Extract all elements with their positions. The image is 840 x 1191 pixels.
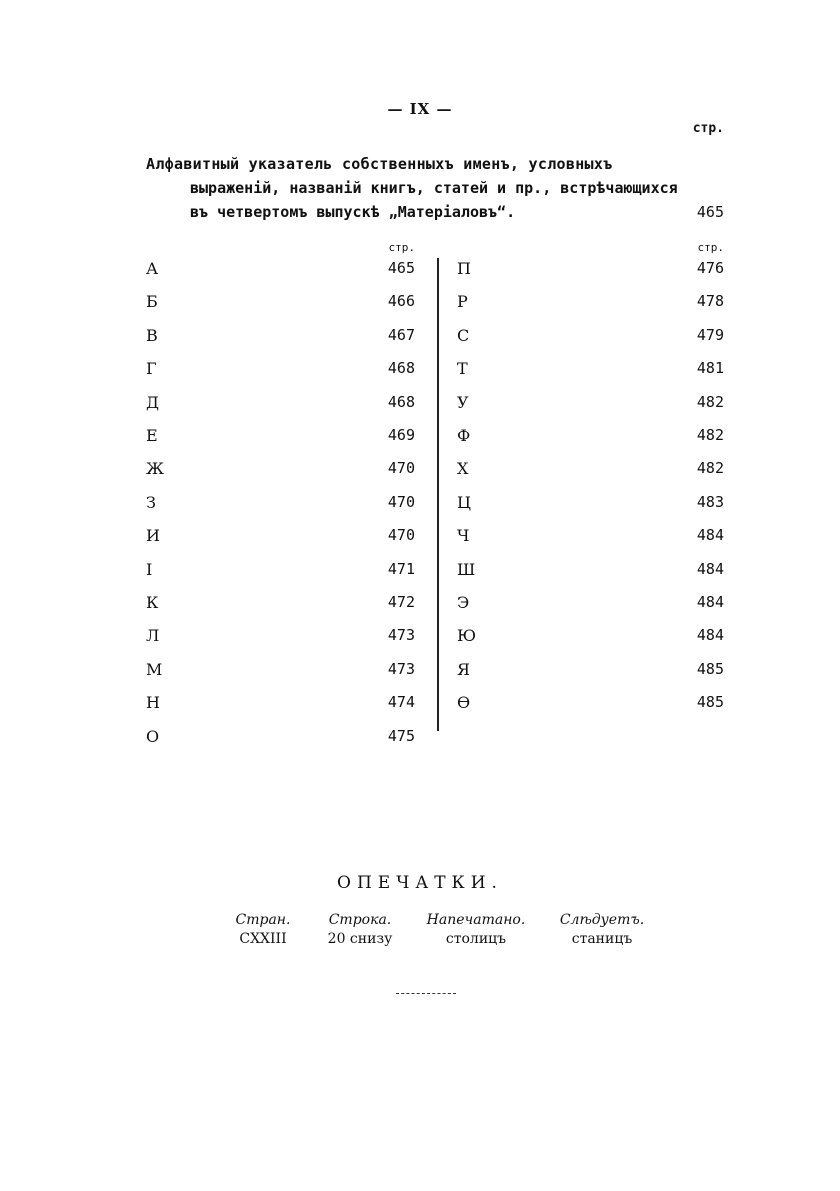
errata-title: ОПЕЧАТКИ. bbox=[337, 873, 503, 893]
index-letter: І bbox=[146, 560, 153, 579]
index-page-number: 469 bbox=[387, 426, 415, 444]
index-page-number: 484 bbox=[696, 560, 724, 578]
section-title-line-1: Алфавитный указатель собственныхъ именъ, условныхъ bbox=[146, 155, 613, 173]
index-letter: О bbox=[146, 727, 160, 746]
section-title-page: 465 bbox=[696, 203, 724, 221]
errata-header-printed: Напечатано. bbox=[426, 912, 526, 928]
index-page-number: 473 bbox=[387, 660, 415, 678]
index-page-number: 484 bbox=[696, 626, 724, 644]
index-letter: В bbox=[146, 326, 158, 345]
index-letter: Н bbox=[146, 693, 160, 712]
closing-rule bbox=[396, 993, 456, 994]
column-divider bbox=[437, 258, 439, 731]
index-page-number: 470 bbox=[387, 459, 415, 477]
index-page-number: 484 bbox=[696, 593, 724, 611]
index-page-number: 478 bbox=[696, 292, 724, 310]
index-letter: Х bbox=[457, 459, 469, 478]
index-letter: Р bbox=[457, 292, 468, 311]
index-page-number: 479 bbox=[696, 326, 724, 344]
index-page-number: 476 bbox=[696, 259, 724, 277]
index-letter: Б bbox=[146, 292, 158, 311]
page-column-label: стр. bbox=[692, 121, 724, 136]
index-letter: Ш bbox=[457, 560, 476, 579]
index-letter: Ю bbox=[457, 626, 477, 645]
index-letter: Ѳ bbox=[457, 693, 471, 712]
index-letter: З bbox=[146, 493, 156, 512]
index-page-number: 482 bbox=[696, 459, 724, 477]
index-page-number: 485 bbox=[696, 660, 724, 678]
errata-header-page: Стран. bbox=[235, 912, 291, 928]
index-letter: С bbox=[457, 326, 470, 345]
index-page-number: 484 bbox=[696, 526, 724, 544]
index-page-number: 471 bbox=[387, 560, 415, 578]
page-number: — IX — bbox=[387, 100, 453, 118]
errata-value-line: 20 снизу bbox=[327, 931, 393, 947]
index-page-number: 470 bbox=[387, 493, 415, 511]
right-column-label: стр. bbox=[697, 241, 724, 254]
index-page-number: 483 bbox=[696, 493, 724, 511]
index-letter: Ж bbox=[146, 459, 164, 478]
index-page-number: 470 bbox=[387, 526, 415, 544]
index-letter: Ц bbox=[457, 493, 471, 512]
index-letter: П bbox=[457, 259, 471, 278]
index-page-number: 474 bbox=[387, 693, 415, 711]
index-letter: Е bbox=[146, 426, 158, 445]
index-letter: Д bbox=[146, 393, 160, 412]
index-letter: Л bbox=[146, 626, 160, 645]
index-page-number: 466 bbox=[387, 292, 415, 310]
index-letter: М bbox=[146, 660, 163, 679]
index-page-number: 485 bbox=[696, 693, 724, 711]
index-letter: Ф bbox=[457, 426, 471, 445]
index-letter: Э bbox=[457, 593, 470, 612]
index-page-number: 465 bbox=[387, 259, 415, 277]
index-letter: К bbox=[146, 593, 159, 612]
index-page-number: 481 bbox=[696, 359, 724, 377]
index-letter: И bbox=[146, 526, 160, 545]
index-page-number: 475 bbox=[387, 727, 415, 745]
index-letter: Ч bbox=[457, 526, 470, 545]
errata-value-printed: столицъ bbox=[445, 931, 507, 947]
errata-header-line: Строка. bbox=[328, 912, 392, 928]
section-title-line-2: выраженій, названій книгъ, статей и пр., встрѣчающихся bbox=[190, 179, 678, 197]
index-page-number: 468 bbox=[387, 393, 415, 411]
index-page-number: 482 bbox=[696, 393, 724, 411]
index-page-number: 472 bbox=[387, 593, 415, 611]
errata-value-correct: станицъ bbox=[571, 931, 633, 947]
errata-header-correct: Слѣдуетъ. bbox=[559, 912, 645, 928]
index-page-number: 468 bbox=[387, 359, 415, 377]
index-letter: А bbox=[146, 259, 159, 278]
index-letter: Т bbox=[457, 359, 468, 378]
index-letter: У bbox=[457, 393, 469, 412]
index-page-number: 482 bbox=[696, 426, 724, 444]
section-title-line-3: въ четвертомъ выпускѣ „Матеріаловъ“. bbox=[190, 203, 516, 221]
index-letter: Я bbox=[457, 660, 470, 679]
index-page-number: 467 bbox=[387, 326, 415, 344]
index-letter: Г bbox=[146, 359, 157, 378]
index-page-number: 473 bbox=[387, 626, 415, 644]
errata-value-page: CXXIII bbox=[239, 931, 287, 947]
left-column-label: стр. bbox=[388, 241, 415, 254]
